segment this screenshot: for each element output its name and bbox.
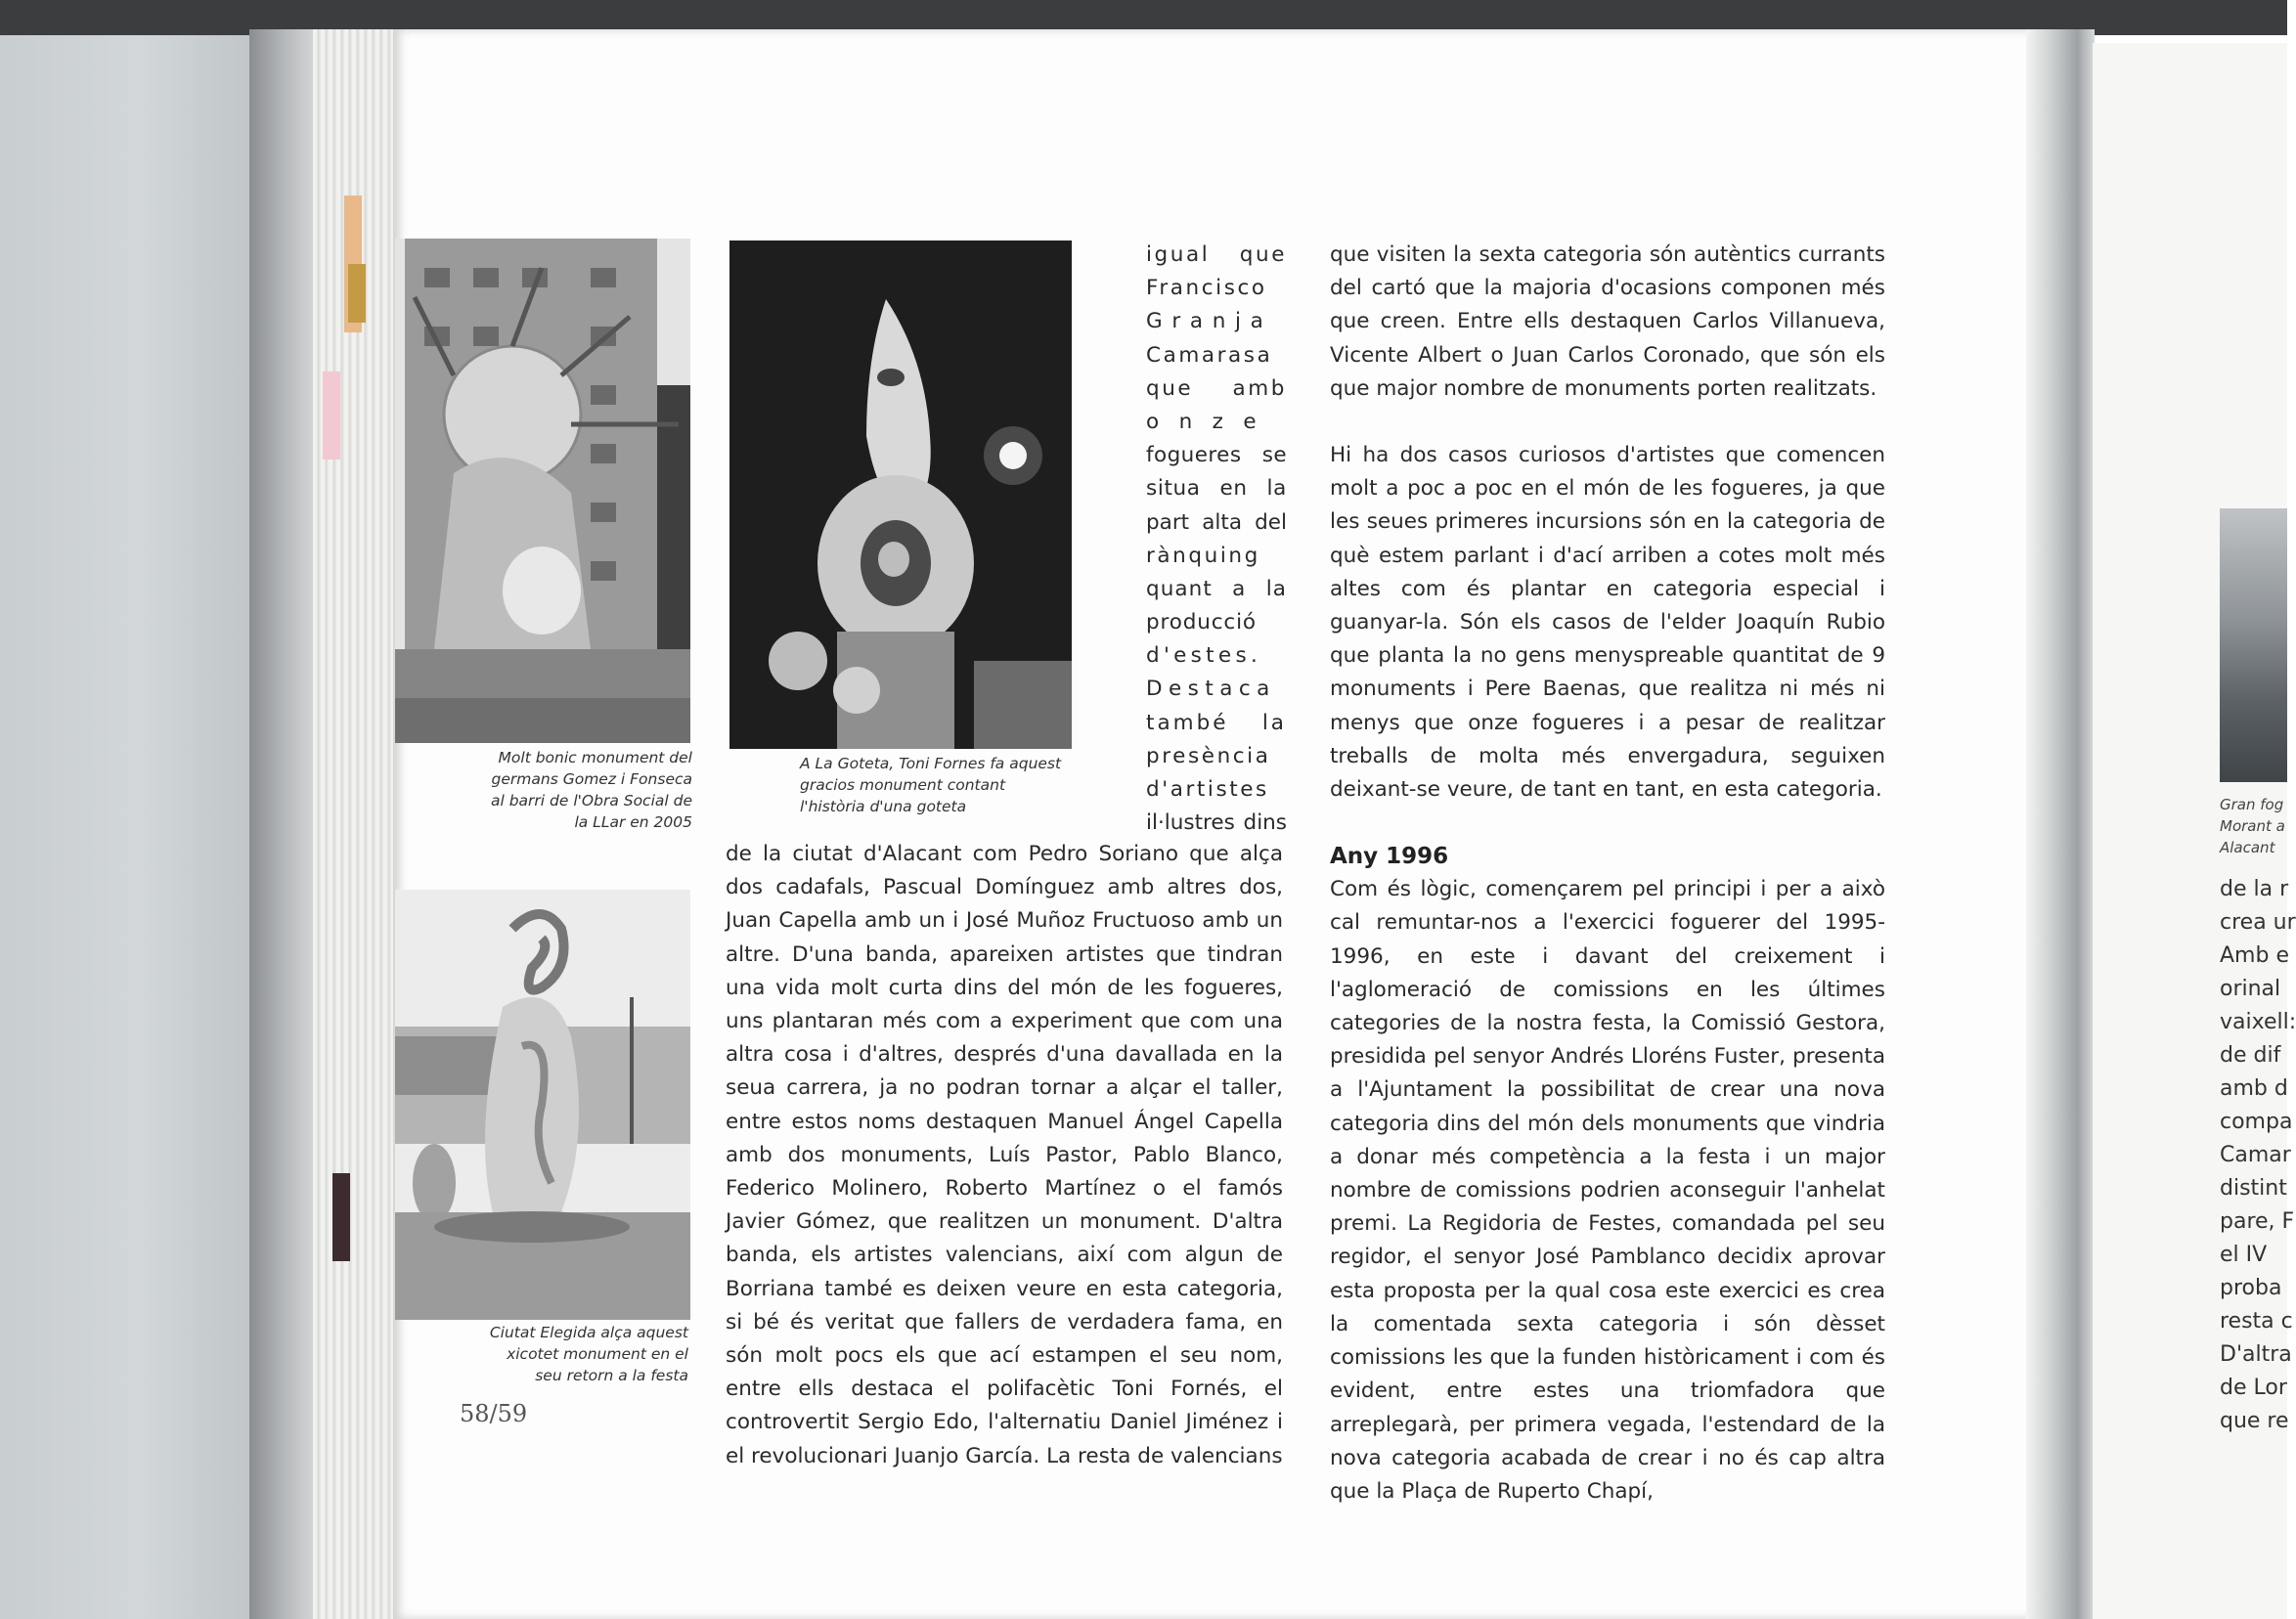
section-heading: Any 1996 (1330, 844, 1449, 870)
next-text-line: D'altra (2220, 1342, 2292, 1367)
next-text-line: de dif (2220, 1043, 2281, 1068)
next-text-line: de la r (2220, 877, 2289, 901)
wrap-line: igual que (1146, 242, 1287, 267)
wrap-line: Francisco (1146, 276, 1267, 301)
wrap-line: presència (1146, 743, 1271, 768)
photo-sun-monument (395, 239, 690, 743)
wrap-line: Granja (1146, 309, 1273, 334)
next-text-line: distint (2220, 1176, 2287, 1201)
scanner-background (0, 0, 256, 1619)
next-caption-line: Morant a (2220, 817, 2285, 835)
wrap-line: producció (1146, 610, 1257, 635)
book-gutter (2026, 29, 2095, 1619)
right-paragraph-3: Com és lògic, començarem pel principi i per a això cal remuntar-nos a l'exercici foguerer del 1995-1996, en este i davant del creixement i l'aglomeració de comissions en les últimes categories de la nostra festa, la Comissió Gestora, presidida pel senyor Andrés Lloréns Fuster, presenta a l'Ajuntament la possibilitat de crear una nova categoria dins del món dels monuments que vindria a donar més competència a la festa i un major nombre de comissions podrien aconseguir l'anhelat premi. La Regidoria de Festes, comandada pel seu regidor, el senyor José Pamblanco decidix aprovar esta proposta per la qual cosa este exercici es crea la comentada sexta categoria i són dèsset comissions les que la funden històricament i com és evident, entre estes una triomfadora que arreplegarà, per primera vegada, l'estendard de la nova categoria acabada de crear i no és cap altra que la Plaça de Ruperto Chapí, (1330, 877, 1885, 1504)
next-text-line: pare, F (2220, 1209, 2295, 1234)
wrap-line: part alta del (1146, 509, 1287, 535)
next-page-text (2220, 873, 2296, 1438)
wrap-line: que amb (1146, 375, 1287, 401)
next-text-line: de Lor (2220, 1376, 2287, 1400)
wrap-column (1146, 239, 1287, 840)
wrap-line: d'estes. (1146, 643, 1262, 669)
wrap-line: rànquing (1146, 543, 1260, 568)
photo-goteta-monument-image (729, 241, 1072, 749)
next-text-line: resta c (2220, 1309, 2293, 1334)
paragraph-gap (1330, 406, 1885, 439)
wrap-line: també la (1146, 710, 1287, 735)
next-text-line: el IV (2220, 1243, 2268, 1267)
wrap-line: onze (1146, 409, 1276, 434)
next-text-line: amb d (2220, 1076, 2288, 1101)
next-text-line: Amb e (2220, 943, 2289, 968)
wrap-line: fogueres se (1146, 443, 1287, 468)
middle-paragraph: de la ciutat d'Alacant com Pedro Soriano que alça dos cadafals, Pascual Domínguez amb altres dos, Juan Capella amb un i José Muñoz Fructuoso amb un altre. D'una banda, apareixen artistes que tindran una vida molt curta dins del món de les fogueres, uns plantaran més com a experiment que com una altra cosa i d'altres, després d'una davallada en la seua carrera, ja no podran tornar a alçar el taller, entre estos noms destaquen Manuel Ángel Capella amb dos monuments, Luís Pastor, Pablo Blanco, Federico Molinero, Roberto Martínez o el famós Javier Gómez, que realitzen un monument. D'altra banda, els artistes valencians, així com algun de Borriana també es deixen veure en esta categoria, si bé és veritat que fallers de verdadera fama, en són molt pocs els que ací estampen el seu nom, entre ells destaca el polifacètic Toni Fornés, el controvertit Sergio Edo, l'alternatiu Daniel Jiménez i el revolucionari Juanjo García. La resta de valencians (726, 842, 1283, 1468)
next-page-caption (2220, 794, 2287, 858)
next-caption-line: Gran fog (2220, 796, 2284, 813)
photo-goteta-monument (729, 241, 1072, 749)
wrap-line: situa en la (1146, 476, 1287, 502)
page-tab (348, 264, 366, 323)
middle-column (726, 838, 1283, 1473)
wrap-line: il·lustres dins (1146, 810, 1287, 836)
right-column (1330, 239, 1885, 1509)
page-number: 58/59 (460, 1400, 528, 1427)
next-text-line: vaixell: (2220, 1010, 2296, 1034)
caption-photo-2: A La Goteta, Toni Fornes fa aquest gracios monument contant l'història d'una goteta (800, 755, 1062, 815)
next-page-photo (2220, 508, 2287, 782)
photo-ciutat-elegida-image (395, 890, 690, 1320)
right-paragraph-2: Hi ha dos casos curiosos d'artistes que comencen molt a poc a poc en el món de les fogueres, ja que les seues primeres incursions són en la categoria de què estem parlant i d'ací arriben a cotes molt més altes com és plantar en categoria especial i guanyar-la. Són els casos de l'elder Joaquín Rubio que planta la no gens menyspreable quantitat de 9 monuments i Pere Baenas, que realitza ni més ni menys que onze fogueres i a pesar de realitzar treballs de molta més envergadura, seguixen deixant-se veure, de tant en tant, en esta categoria. (1330, 443, 1885, 803)
page-tab (332, 1173, 350, 1261)
next-caption-line: Alacant (2220, 839, 2275, 856)
wrap-line: Camarasa (1146, 342, 1273, 368)
wrap-line: Destaca (1146, 677, 1276, 702)
next-text-line: compa (2220, 1110, 2293, 1134)
next-text-line: proba (2220, 1276, 2282, 1300)
next-text-line: crea ur (2220, 910, 2296, 935)
photo-sun-monument-image (395, 239, 690, 743)
next-text-line: orinal (2220, 977, 2281, 1001)
photo-ciutat-elegida-monument (395, 890, 690, 1320)
next-text-line: que re (2220, 1409, 2289, 1433)
caption-photo-1: Molt bonic monument del germans Gomez i Fonseca al barri de l'Obra Social de la LLar en 2005 (490, 749, 692, 831)
wrap-line: d'artistes (1146, 777, 1269, 802)
wrap-line: quant a la (1146, 576, 1287, 601)
page-tab (323, 372, 340, 459)
next-text-line: Camar (2220, 1143, 2291, 1167)
caption-photo-3: Ciutat Elegida alça aquest xicotet monument en el seu retorn a la festa (489, 1324, 688, 1384)
right-paragraph-1: que visiten la sexta categoria són autèntics currants del cartó que la majoria d'ocasions componen més que creen. Entre ells destaquen Carlos Villanueva, Vicente Albert o Juan Carlos Coronado, que són els que major nombre de monuments porten realitzats. (1330, 242, 1885, 401)
